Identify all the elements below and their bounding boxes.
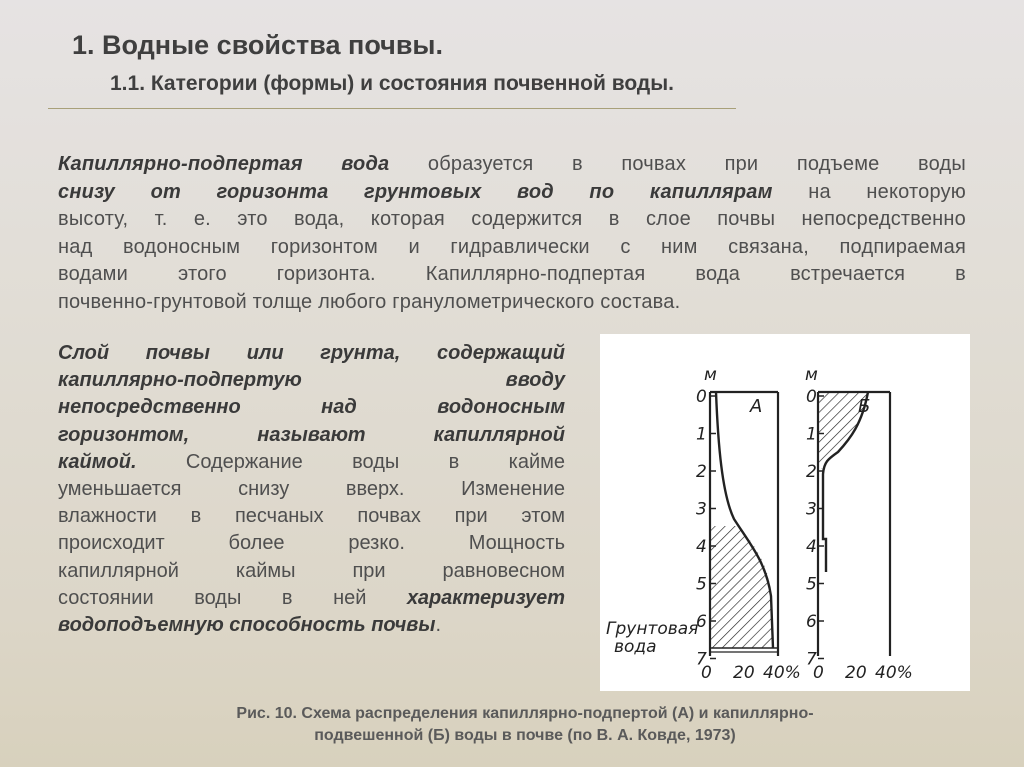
slide-title: 1. Водные свойства почвы. (72, 30, 443, 60)
depth-tick-label: 7 (806, 649, 817, 670)
paragraph-capillary-supported-water (58, 151, 966, 317)
figure-diagram (600, 334, 970, 691)
caption-line-2: подвешенной (Б) воды в почве (по В. А. Ковде, 1973) (314, 727, 736, 744)
depth-tick-label: 0 (696, 387, 707, 407)
depth-tick-label: 3 (696, 499, 707, 520)
para2-line (58, 503, 565, 530)
x-tick-label: 20 (845, 663, 867, 683)
para2-line (58, 476, 565, 503)
text-run: образуется в почвах при подъеме воды (389, 153, 966, 175)
depth-tick-label: 1 (696, 424, 707, 445)
para2-line (58, 422, 565, 449)
x-tick-label: 20 (733, 663, 755, 683)
depth-tick-label: 5 (806, 574, 817, 595)
para2-line (58, 367, 565, 394)
depth-tick-label: 2 (696, 462, 707, 482)
text-run: почвенно-грунтовой толще любого гранулометрического состава. (58, 290, 681, 313)
depth-tick-label: 4 (696, 537, 707, 557)
text-run: уменьшается снизу вверх. Изменение (58, 477, 565, 500)
figure-water-distribution (600, 334, 970, 691)
text-run: капиллярной каймы при равновесном (58, 559, 565, 582)
para1-line (58, 289, 966, 317)
unit-label-a: м (704, 365, 717, 385)
depth-tick-label: 2 (806, 462, 817, 482)
text-run: водами этого горизонта. Капиллярно-подпертая вода встречается в (58, 263, 966, 286)
text-run: происходит более резко. Мощность (58, 532, 565, 555)
paragraph-capillary-fringe (58, 340, 565, 639)
text-run: состоянии воды в ней (58, 586, 407, 609)
para1-line (58, 261, 966, 289)
text-run: Содержание воды в кайме (136, 450, 565, 473)
para2-line (58, 449, 565, 476)
para1-line (58, 179, 966, 207)
para2-line (58, 558, 565, 585)
emphasized-text: Капиллярно-подпертая вода (58, 153, 390, 175)
figure-caption (100, 703, 950, 747)
para2-line (58, 340, 565, 367)
para1-line (58, 206, 966, 234)
emphasized-text: водоподъемную способность почвы (58, 613, 436, 636)
para2-line (58, 394, 565, 421)
title-divider (48, 108, 736, 109)
x-ticks-b (813, 663, 913, 683)
groundwater-label-1: Грунтовая (606, 619, 699, 639)
depth-tick-label: 5 (696, 574, 707, 595)
emphasized-text: капиллярно-подпертую вводу (58, 369, 565, 392)
x-ticks-a (701, 663, 801, 683)
depth-tick-label: 3 (806, 499, 817, 520)
emphasized-text: непосредственно над водоносным (58, 396, 565, 419)
depth-tick-label: 6 (806, 612, 817, 632)
text-run: . (435, 613, 442, 636)
emphasized-text: горизонтом, называют капиллярной (58, 423, 565, 446)
groundwater-label-2: вода (614, 637, 657, 657)
depth-tick-label: 4 (806, 537, 817, 557)
depth-tick-label: 0 (806, 387, 817, 407)
panel-a-label: А (750, 396, 763, 417)
para2-line (58, 530, 565, 557)
panel-a-hatched-area (710, 526, 773, 648)
x-tick-label: 40% (763, 663, 801, 683)
x-tick-label: 0 (813, 663, 824, 683)
para2-line (58, 585, 565, 612)
para1-line (58, 151, 966, 179)
text-run: над водоносным горизонтом и гидравлически с ним связана, подпираемая (58, 235, 966, 258)
x-tick-label: 40% (875, 663, 913, 683)
emphasized-text: характеризует (406, 586, 565, 609)
text-run: на некоторую (772, 180, 967, 203)
slide-subtitle: 1.1. Категории (формы) и состояния почвенной воды. (110, 72, 674, 95)
caption-line-1: Рис. 10. Схема распределения капиллярно-подпертой (А) и капиллярно- (236, 705, 814, 722)
text-run: влажности в песчаных почвах при этом (58, 505, 565, 528)
emphasized-text: Слой почвы или грунта, содержащий (58, 342, 565, 364)
para2-line (58, 612, 565, 639)
para1-line (58, 234, 966, 262)
emphasized-text: снизу от горизонта грунтовых вод по капиллярам (58, 180, 773, 203)
depth-tick-label: 1 (806, 424, 817, 445)
emphasized-text: каймой. (58, 450, 137, 473)
text-run: высоту, т. е. это вода, которая содержится в слое почвы непосредственно (58, 208, 966, 231)
panel-b-label: Б (858, 396, 871, 417)
x-tick-label: 0 (701, 663, 712, 683)
depth-tick-label: 6 (696, 612, 707, 632)
unit-label-b: м (805, 365, 818, 385)
depth-tick-label: 7 (696, 649, 707, 670)
